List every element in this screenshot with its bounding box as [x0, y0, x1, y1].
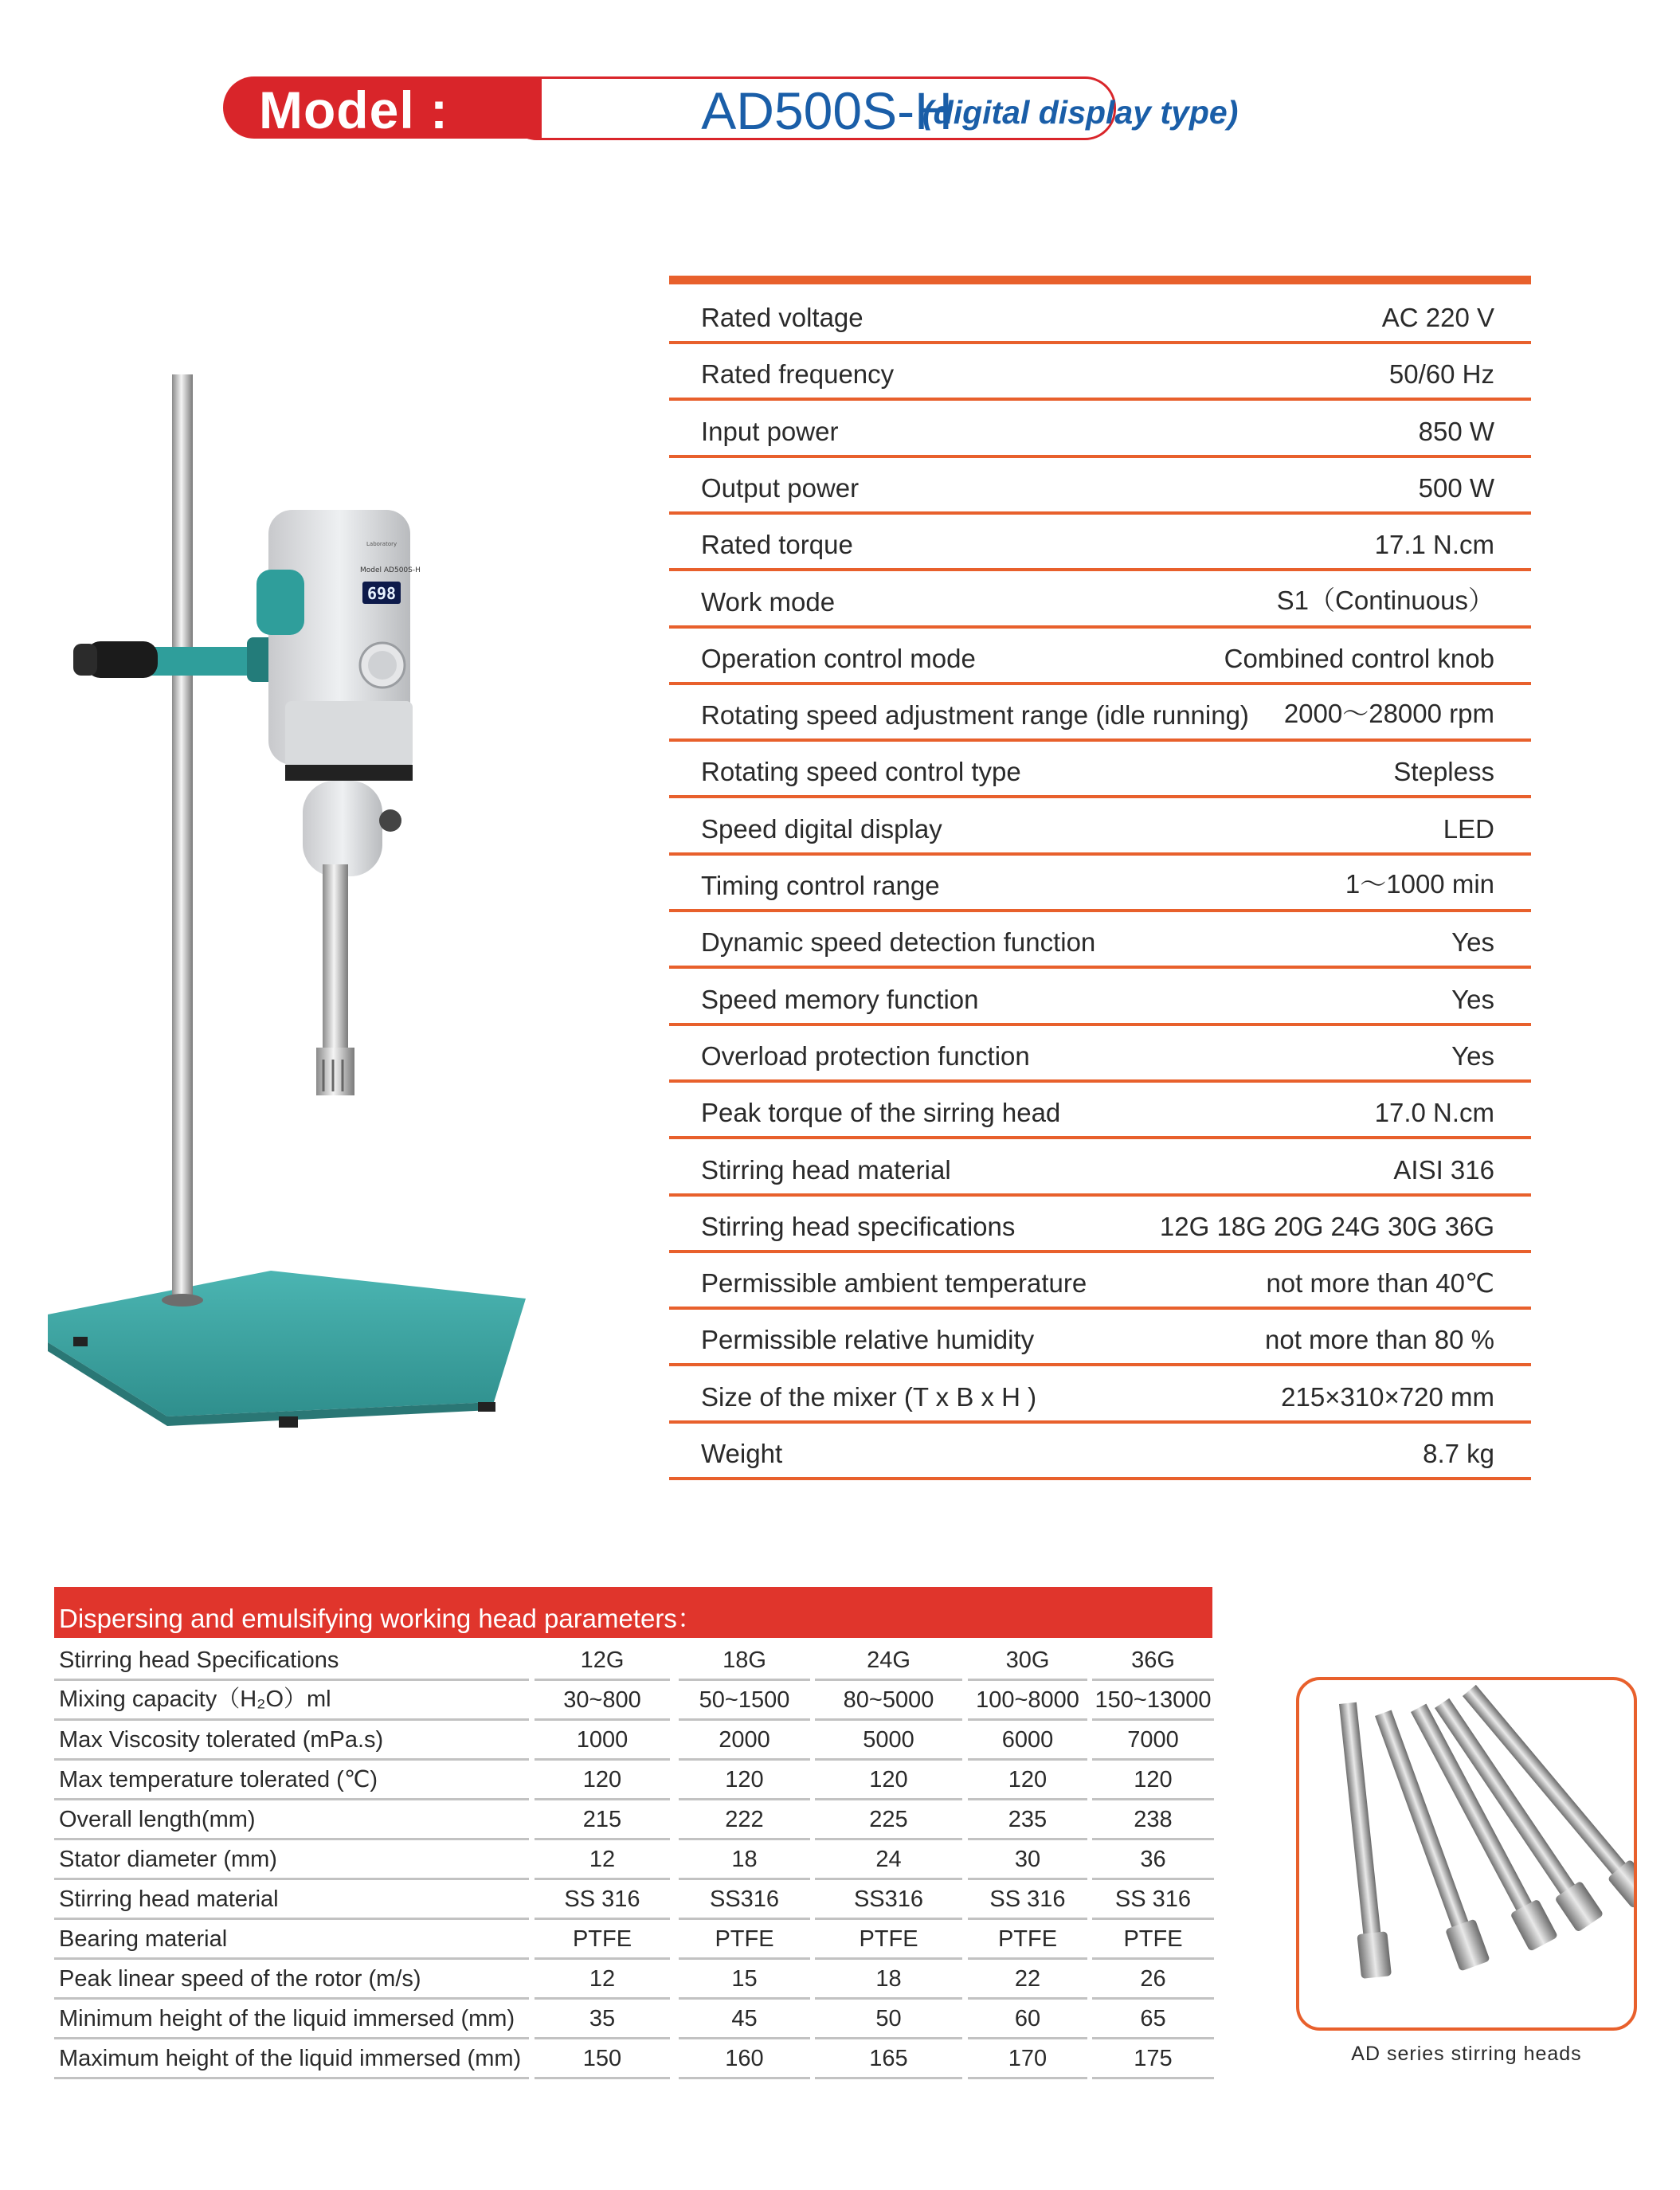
head-cell-value: 36 [1140, 1847, 1166, 1872]
head-table-cell [535, 1959, 670, 2000]
head-row-label: Stirring head material [59, 1886, 279, 1912]
head-table-cell [815, 1760, 962, 1800]
head-table-cell [968, 1999, 1087, 2039]
head-table-cell [1092, 1879, 1214, 1920]
spec-value: LED [1443, 813, 1494, 844]
head-cell-value: 12 [589, 1847, 616, 1872]
head-row-label-cell [54, 1999, 529, 2039]
head-cell-value: 15 [731, 1966, 758, 1992]
head-row-label: Stator diameter (mm) [59, 1847, 277, 1872]
head-cell-value: 215 [582, 1807, 622, 1832]
head-cell-value: 65 [1140, 2006, 1166, 2031]
head-table-cell [1092, 2039, 1214, 2079]
head-cell-value: 18G [723, 1647, 766, 1673]
spec-value: Yes [1451, 927, 1494, 958]
dispersing-shaft [323, 864, 348, 1056]
model-subtitle: (digital display type) [922, 94, 1239, 131]
spec-value: 500 W [1418, 472, 1494, 503]
head-row-label-cell [54, 2039, 529, 2079]
head-table-row [54, 1880, 1214, 1920]
head-table-row [54, 1920, 1214, 1960]
head-cell-value: 222 [725, 1807, 764, 1832]
head-table-cell [679, 1919, 810, 1960]
head-cell-value: 30G [1005, 1647, 1050, 1673]
head-table-cell [968, 1680, 1087, 1721]
head-table-cell [535, 1680, 670, 1721]
head-table-cell [815, 1999, 962, 2039]
head-table-cell [679, 1839, 810, 1880]
head-table-row [54, 1761, 1214, 1800]
spec-row [669, 625, 1531, 685]
head-cell-value: 18 [731, 1847, 758, 1872]
spec-row [669, 796, 1531, 856]
spec-label: Operation control mode [701, 643, 976, 673]
head-table-cell [968, 1640, 1087, 1681]
head-cell-value: PTFE [859, 1926, 918, 1952]
spec-row [669, 1250, 1531, 1310]
spec-value: not more than 40℃ [1266, 1268, 1494, 1299]
head-cell-value: PTFE [572, 1926, 632, 1952]
head-cell-value: 60 [1014, 2006, 1041, 2031]
head-cell-value: 80~5000 [843, 1687, 934, 1713]
spec-row [669, 1137, 1531, 1197]
head-table-cell [1092, 1680, 1214, 1721]
head-table-cell [1092, 1760, 1214, 1800]
head-table-cell [968, 2039, 1087, 2079]
head-cell-value: 26 [1140, 1966, 1166, 1992]
head-table-row [54, 1681, 1214, 1721]
head-cell-value: 12G [580, 1647, 625, 1673]
spec-value: 215×310×720 mm [1281, 1381, 1494, 1412]
spec-label: Input power [701, 416, 839, 446]
head-table-title-bar [54, 1587, 1212, 1638]
head-table-row [54, 2000, 1214, 2039]
spec-row [669, 1420, 1531, 1480]
spec-value: 1～1000 min [1345, 869, 1494, 899]
spec-row [669, 511, 1531, 571]
spec-label: Stirring head specifications [701, 1211, 1016, 1241]
head-table-row [54, 1960, 1214, 2000]
head-table-cell [815, 1720, 962, 1761]
head-table-cell [968, 1879, 1087, 1920]
spec-value: 8.7 kg [1423, 1439, 1494, 1468]
spec-label: Dynamic speed detection function [701, 927, 1096, 958]
spec-value: Yes [1451, 1040, 1494, 1071]
spec-row [669, 1193, 1531, 1253]
head-cell-value: SS 316 [1114, 1886, 1192, 1912]
spec-label: Overload protection function [701, 1040, 1030, 1071]
head-cell-value: SS 316 [989, 1886, 1066, 1912]
spec-row [669, 682, 1531, 742]
head-table-cell [679, 1720, 810, 1761]
spec-label: Weight [701, 1439, 783, 1468]
head-cell-value: 50~1500 [699, 1687, 790, 1713]
head-cell-value: 225 [869, 1807, 908, 1832]
spec-row [669, 1307, 1531, 1366]
spec-label: Permissible relative humidity [701, 1325, 1035, 1355]
head-row-label-cell [54, 1720, 529, 1761]
head-table-row [54, 1840, 1214, 1880]
head-cell-value: 150~13000 [1095, 1687, 1212, 1713]
display-reading: 698 [366, 584, 397, 603]
head-cell-value: 165 [869, 2046, 908, 2071]
spec-value: Yes [1451, 984, 1494, 1014]
head-cell-value: 22 [1014, 1966, 1041, 1992]
head-cell-value: 35 [589, 2006, 616, 2031]
head-table-cell [679, 1680, 810, 1721]
head-table-cell [679, 1760, 810, 1800]
head-table-cell [1092, 1800, 1214, 1840]
head-table-cell [815, 1839, 962, 1880]
spec-value: 850 W [1418, 416, 1494, 446]
head-table-cell [679, 2039, 810, 2079]
head-table-cell [535, 1879, 670, 1920]
head-table-cell [679, 1999, 810, 2039]
head-table-cell [1092, 1999, 1214, 2039]
head-cell-value: 18 [875, 1966, 902, 1992]
head-cell-value: PTFE [1123, 1926, 1183, 1952]
product-image [32, 366, 542, 1450]
spec-label: Speed memory function [701, 984, 979, 1014]
stirring-heads-illustration [1299, 1680, 1634, 2027]
head-table-cell [1092, 1959, 1214, 2000]
head-cell-value: 150 [582, 2046, 622, 2071]
head-table-cell [535, 1999, 670, 2039]
spec-label: Size of the mixer (T x B x H ) [701, 1381, 1037, 1412]
spec-row [669, 569, 1531, 629]
head-cell-value: 1000 [576, 1727, 629, 1753]
head-cell-value: 30 [1014, 1847, 1041, 1872]
head-table-cell [535, 1800, 670, 1840]
head-table-cell [1092, 1839, 1214, 1880]
head-cell-value: SS316 [709, 1886, 780, 1912]
head-table-cell [535, 1919, 670, 1960]
head-table-cell [535, 1839, 670, 1880]
spec-row [669, 852, 1531, 912]
head-cell-value: 120 [725, 1767, 764, 1792]
spec-row [669, 909, 1531, 969]
spec-value: not more than 80 % [1264, 1325, 1494, 1355]
head-cell-value: 170 [1008, 2046, 1048, 2071]
model-label: Model : [259, 80, 448, 139]
spec-label: Rotating speed control type [701, 757, 1021, 787]
head-row-label-cell [54, 1800, 529, 1840]
head-cell-value: PTFE [715, 1926, 774, 1952]
spec-value: 12G 18G 20G 24G 30G 36G [1159, 1211, 1494, 1241]
spec-label: Stirring head material [701, 1154, 951, 1185]
head-table-cell [968, 1760, 1087, 1800]
head-cell-value: 160 [725, 2046, 764, 2071]
spec-label: Speed digital display [701, 813, 942, 844]
device-brand-line: Laboratory [366, 541, 397, 547]
head-row-label-cell [54, 1760, 529, 1800]
head-table-cell [815, 1680, 962, 1721]
head-table-cell [1092, 1919, 1214, 1960]
spec-label: Output power [701, 472, 860, 503]
head-table-cell [968, 1800, 1087, 1840]
homogenizer-illustration [32, 366, 542, 1450]
head-row-label: Maximum height of the liquid immersed (mm) [59, 2046, 522, 2071]
head-row-label-cell [54, 1919, 529, 1960]
spec-row [669, 1364, 1531, 1424]
spec-row [669, 341, 1531, 401]
head-cell-value: 6000 [1001, 1727, 1054, 1753]
spec-row [669, 738, 1531, 798]
head-table-cell [535, 2039, 670, 2079]
spec-value: 50/60 Hz [1388, 359, 1494, 390]
spec-row [669, 1023, 1531, 1083]
head-row-label: Peak linear speed of the rotor (m/s) [59, 1966, 421, 1992]
spec-value: 2000～28000 rpm [1283, 699, 1494, 729]
spec-row [669, 455, 1531, 515]
head-table-cell [815, 1919, 962, 1960]
head-cell-value: 5000 [863, 1727, 914, 1753]
head-cell-value: 45 [731, 2006, 758, 2031]
head-table-cell [968, 1919, 1087, 1960]
head-cell-value: 238 [1134, 1807, 1173, 1832]
head-table-row [54, 1800, 1214, 1840]
spec-label: Rated torque [701, 530, 853, 560]
spec-value: AC 220 V [1381, 303, 1494, 332]
head-cell-value: 24G [867, 1647, 910, 1673]
head-row-label: Overall length(mm) [59, 1807, 256, 1832]
spec-row [669, 284, 1531, 344]
head-row-label-cell [54, 1680, 529, 1721]
head-row-label: Bearing material [59, 1926, 228, 1952]
head-row-label-cell [54, 1839, 529, 1880]
spec-row [669, 1079, 1531, 1139]
spec-value: 17.0 N.cm [1374, 1098, 1494, 1128]
head-table-cell [815, 1800, 962, 1840]
head-cell-value: 7000 [1127, 1727, 1179, 1753]
head-cell-value: 2000 [719, 1727, 770, 1753]
spec-label: Permissible ambient temperature [701, 1268, 1087, 1299]
head-table-cell [815, 1640, 962, 1681]
spec-row [669, 398, 1531, 458]
head-cell-value: SS316 [853, 1886, 924, 1912]
head-table-cell [535, 1640, 670, 1681]
model-label-tab [223, 76, 542, 139]
spec-label: Peak torque of the sirring head [701, 1098, 1061, 1128]
model-code: AD500S-H [701, 81, 953, 140]
spec-label: Rated voltage [701, 303, 863, 332]
head-table-cell [535, 1760, 670, 1800]
head-cell-value: 30~800 [563, 1687, 641, 1713]
spec-label: Rated frequency [701, 359, 895, 390]
head-table-cell [968, 1839, 1087, 1880]
head-table-cell [535, 1720, 670, 1761]
head-row-label-cell [54, 1640, 529, 1681]
head-table-cell [679, 1879, 810, 1920]
device-model-line: Model AD500S-H [360, 566, 421, 574]
head-table-cell [815, 1959, 962, 2000]
head-row-label-cell [54, 1879, 529, 1920]
head-table-cell [968, 1720, 1087, 1761]
head-cell-value: SS 316 [564, 1886, 640, 1912]
stand-rod [172, 374, 193, 1303]
head-cell-value: PTFE [997, 1926, 1058, 1952]
spec-table-top-rule [669, 276, 1531, 284]
head-table-cell [815, 1879, 962, 1920]
spec-label: Rotating speed adjustment range (idle running) [701, 700, 1249, 731]
spec-value: AISI 316 [1393, 1154, 1494, 1185]
head-row-label: Max temperature tolerated (℃) [59, 1767, 378, 1792]
head-cell-value: 120 [1134, 1767, 1173, 1792]
spec-value: 17.1 N.cm [1374, 530, 1494, 560]
head-table-row [54, 1641, 1214, 1681]
head-table-title: Dispersing and emulsifying working head parameters： [59, 1604, 703, 1633]
head-table-cell [1092, 1720, 1214, 1761]
head-cell-value: 120 [1008, 1767, 1048, 1792]
stirring-heads-photo [1296, 1677, 1637, 2031]
head-cell-value: 235 [1008, 1807, 1048, 1832]
head-cell-value: 100~8000 [976, 1687, 1079, 1713]
head-row-label: Mixing capacity（H₂O）ml [59, 1687, 331, 1712]
head-table-row [54, 1721, 1214, 1761]
head-cell-value: 50 [875, 2006, 902, 2031]
spec-value: S1（Continuous） [1276, 585, 1494, 615]
head-table-cell [968, 1959, 1087, 2000]
head-table-row [54, 2039, 1214, 2079]
spec-row [669, 966, 1531, 1026]
spec-value: Stepless [1393, 757, 1494, 787]
stirring-heads-caption: AD series stirring heads [1351, 2043, 1582, 2065]
head-row-label: Max Viscosity tolerated (mPa.s) [59, 1727, 384, 1753]
head-cell-value: 120 [582, 1767, 622, 1792]
head-cell-value: 175 [1134, 2046, 1173, 2071]
head-cell-value: 24 [875, 1847, 902, 1872]
head-cell-value: 36G [1131, 1647, 1175, 1673]
head-row-label: Minimum height of the liquid immersed (mm) [59, 2006, 515, 2031]
head-table-cell [679, 1959, 810, 2000]
head-cell-value: 120 [869, 1767, 908, 1792]
head-cell-value: 12 [589, 1966, 616, 1992]
head-table-cell [815, 2039, 962, 2079]
spec-label: Timing control range [701, 871, 940, 900]
head-table-cell [679, 1640, 810, 1681]
head-table-cell [1092, 1640, 1214, 1681]
spec-value: Combined control knob [1224, 643, 1494, 673]
head-row-label-cell [54, 1959, 529, 2000]
head-row-label: Stirring head Specifications [59, 1647, 339, 1673]
head-table-cell [679, 1800, 810, 1840]
spec-label: Work mode [701, 586, 836, 617]
